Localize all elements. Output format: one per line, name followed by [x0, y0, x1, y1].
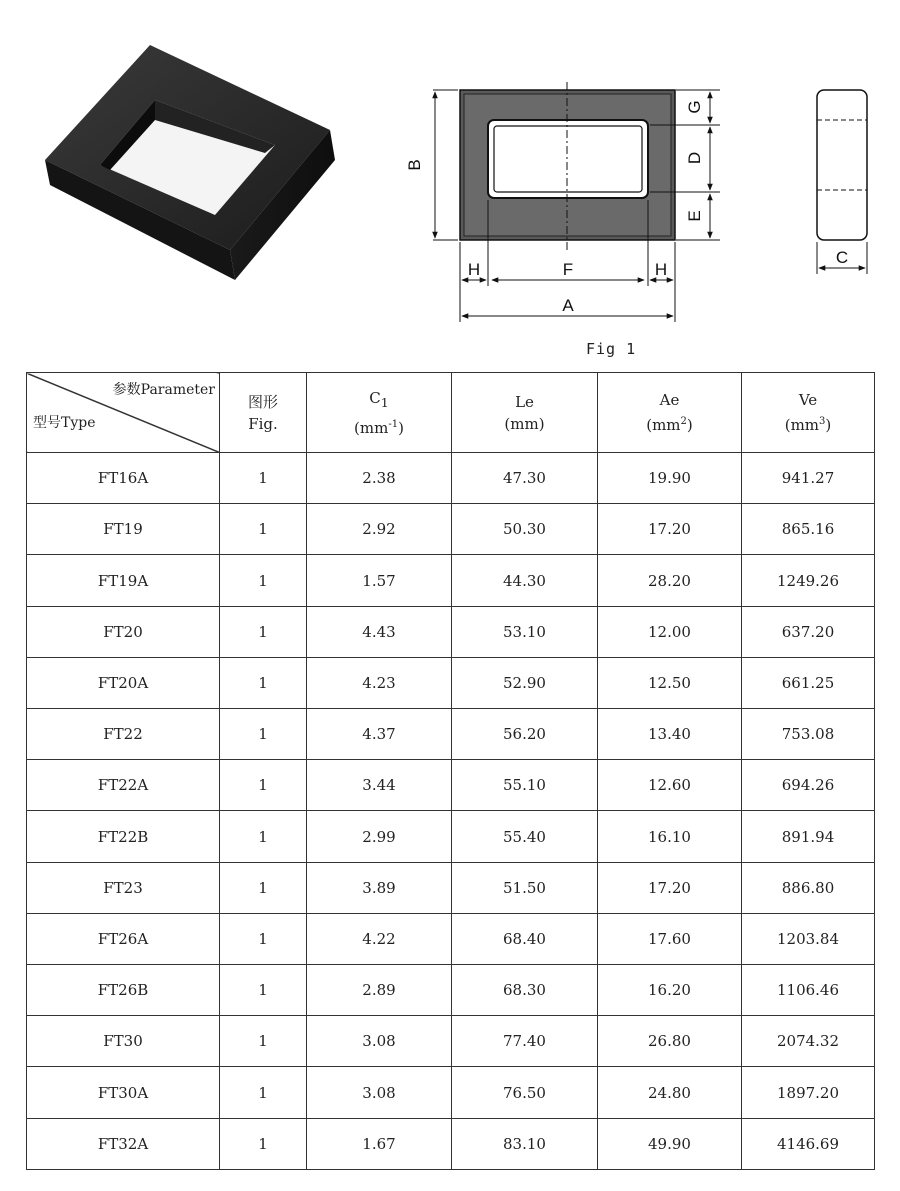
table-body — [27, 453, 875, 1170]
cell-ae: 17.20 — [598, 504, 742, 555]
cell-le: 55.10 — [452, 760, 598, 811]
cell-c1: 1.57 — [307, 555, 452, 606]
header-ve-name: Ve — [798, 391, 818, 409]
cell-ve: 2074.32 — [742, 1016, 875, 1067]
dim-label-a: A — [562, 296, 574, 315]
cell-type: FT16A — [27, 453, 220, 504]
cell-fig: 1 — [220, 709, 307, 760]
header-type: 型号Type — [33, 415, 96, 431]
cell-le: 68.40 — [452, 913, 598, 964]
cell-le: 77.40 — [452, 1016, 598, 1067]
header-ve-exp: 3 — [819, 416, 826, 427]
cell-ve: 1249.26 — [742, 555, 875, 606]
cell-le: 47.30 — [452, 453, 598, 504]
dim-label-d: D — [685, 151, 704, 165]
cell-c1: 2.92 — [307, 504, 452, 555]
ferrite-core-photo — [30, 35, 360, 295]
cell-ae: 13.40 — [598, 709, 742, 760]
cell-ae: 12.00 — [598, 606, 742, 657]
cell-fig: 1 — [220, 913, 307, 964]
header-ae-exp: 2 — [680, 416, 687, 427]
cell-ae: 26.80 — [598, 1016, 742, 1067]
cell-ve: 1897.20 — [742, 1067, 875, 1118]
cell-ae: 28.20 — [598, 555, 742, 606]
dim-label-c: C — [835, 248, 849, 267]
cell-le: 56.20 — [452, 709, 598, 760]
cell-c1: 3.08 — [307, 1016, 452, 1067]
header-c1-sub: 1 — [380, 394, 389, 410]
cell-fig: 1 — [220, 1067, 307, 1118]
cell-le: 76.50 — [452, 1067, 598, 1118]
spec-table — [26, 372, 875, 1170]
cell-type: FT22A — [27, 760, 220, 811]
cell-fig: 1 — [220, 862, 307, 913]
cell-fig: 1 — [220, 657, 307, 708]
cell-fig: 1 — [220, 1118, 307, 1169]
cell-ae: 17.60 — [598, 913, 742, 964]
cell-fig: 1 — [220, 504, 307, 555]
cell-type: FT22B — [27, 811, 220, 862]
cell-fig: 1 — [220, 811, 307, 862]
header-fig-en: Fig. — [248, 414, 278, 433]
header-le-name: Le — [515, 392, 534, 411]
header-parameter: 参数Parameter — [112, 382, 215, 398]
table-header-row — [27, 373, 875, 453]
header-le-unit: (mm) — [504, 414, 545, 433]
table-row — [27, 709, 875, 760]
cell-ve: 637.20 — [742, 606, 875, 657]
cell-ve: 865.16 — [742, 504, 875, 555]
cell-ae: 49.90 — [598, 1118, 742, 1169]
cell-le: 52.90 — [452, 657, 598, 708]
cell-ve: 753.08 — [742, 709, 875, 760]
table-row — [27, 657, 875, 708]
dim-label-f: F — [562, 260, 574, 279]
cell-type: FT19 — [27, 504, 220, 555]
header-ae — [598, 373, 742, 453]
cell-c1: 1.67 — [307, 1118, 452, 1169]
cell-ae: 19.90 — [598, 453, 742, 504]
cell-ae: 16.20 — [598, 965, 742, 1016]
cell-fig: 1 — [220, 1016, 307, 1067]
header-c1-close: ) — [398, 418, 404, 437]
dim-label-h-right: H — [654, 260, 668, 279]
cell-c1: 2.99 — [307, 811, 452, 862]
cell-type: FT26A — [27, 913, 220, 964]
cell-type: FT20 — [27, 606, 220, 657]
header-ve-close: ) — [825, 416, 832, 434]
cell-ve: 1203.84 — [742, 913, 875, 964]
cell-le: 68.30 — [452, 965, 598, 1016]
cell-c1: 3.08 — [307, 1067, 452, 1118]
cell-c1: 3.89 — [307, 862, 452, 913]
cell-type: FT23 — [27, 862, 220, 913]
cell-ve: 694.26 — [742, 760, 875, 811]
cell-ae: 12.60 — [598, 760, 742, 811]
cell-c1: 4.22 — [307, 913, 452, 964]
header-c1 — [307, 373, 452, 453]
header-le — [452, 373, 598, 453]
header-fig — [220, 373, 307, 453]
header-parameter-type — [27, 373, 220, 453]
header-c1-unit: (mm — [354, 418, 389, 437]
cell-le: 50.30 — [452, 504, 598, 555]
cell-fig: 1 — [220, 453, 307, 504]
cell-le: 83.10 — [452, 1118, 598, 1169]
cell-le: 53.10 — [452, 606, 598, 657]
table-row — [27, 453, 875, 504]
cell-c1: 4.43 — [307, 606, 452, 657]
dim-label-b: B — [405, 159, 424, 171]
header-c1-exp: -1 — [388, 418, 399, 430]
table-row — [27, 862, 875, 913]
cell-c1: 4.23 — [307, 657, 452, 708]
figure-caption: Fig 1 — [586, 340, 637, 358]
dim-label-h-left: H — [467, 260, 481, 279]
cell-ve: 941.27 — [742, 453, 875, 504]
cell-le: 44.30 — [452, 555, 598, 606]
header-ae-unit: (mm — [646, 416, 681, 434]
cell-fig: 1 — [220, 555, 307, 606]
cell-c1: 2.89 — [307, 965, 452, 1016]
cell-type: FT19A — [27, 555, 220, 606]
cell-c1: 3.44 — [307, 760, 452, 811]
table-row — [27, 811, 875, 862]
cell-type: FT26B — [27, 965, 220, 1016]
cell-fig: 1 — [220, 606, 307, 657]
cell-ae: 17.20 — [598, 862, 742, 913]
dimension-drawing — [400, 70, 880, 330]
cell-ve: 4146.69 — [742, 1118, 875, 1169]
cell-ve: 1106.46 — [742, 965, 875, 1016]
table-row — [27, 606, 875, 657]
cell-le: 51.50 — [452, 862, 598, 913]
cell-ae: 12.50 — [598, 657, 742, 708]
table-row — [27, 965, 875, 1016]
header-c1-name: C — [369, 388, 381, 407]
cell-ve: 661.25 — [742, 657, 875, 708]
header-fig-cn: 图形 — [247, 392, 278, 411]
cell-c1: 4.37 — [307, 709, 452, 760]
table-row — [27, 555, 875, 606]
cell-type: FT22 — [27, 709, 220, 760]
cell-ve: 891.94 — [742, 811, 875, 862]
cell-le: 55.40 — [452, 811, 598, 862]
table-row — [27, 504, 875, 555]
header-ve-unit: (mm — [784, 416, 820, 434]
table-row — [27, 1016, 875, 1067]
cell-fig: 1 — [220, 760, 307, 811]
header-ae-name: Ae — [659, 391, 680, 409]
cell-type: FT30A — [27, 1067, 220, 1118]
dim-label-e: E — [685, 210, 704, 222]
table-row — [27, 1067, 875, 1118]
cell-fig: 1 — [220, 965, 307, 1016]
table-row — [27, 760, 875, 811]
cell-c1: 2.38 — [307, 453, 452, 504]
cell-ve: 886.80 — [742, 862, 875, 913]
cell-type: FT32A — [27, 1118, 220, 1169]
table-row — [27, 913, 875, 964]
cell-ae: 16.10 — [598, 811, 742, 862]
cell-type: FT20A — [27, 657, 220, 708]
cell-type: FT30 — [27, 1016, 220, 1067]
header-ve — [742, 373, 875, 453]
dim-label-g: G — [685, 100, 704, 114]
table-row — [27, 1118, 875, 1169]
cell-ae: 24.80 — [598, 1067, 742, 1118]
header-ae-close: ) — [686, 416, 693, 434]
